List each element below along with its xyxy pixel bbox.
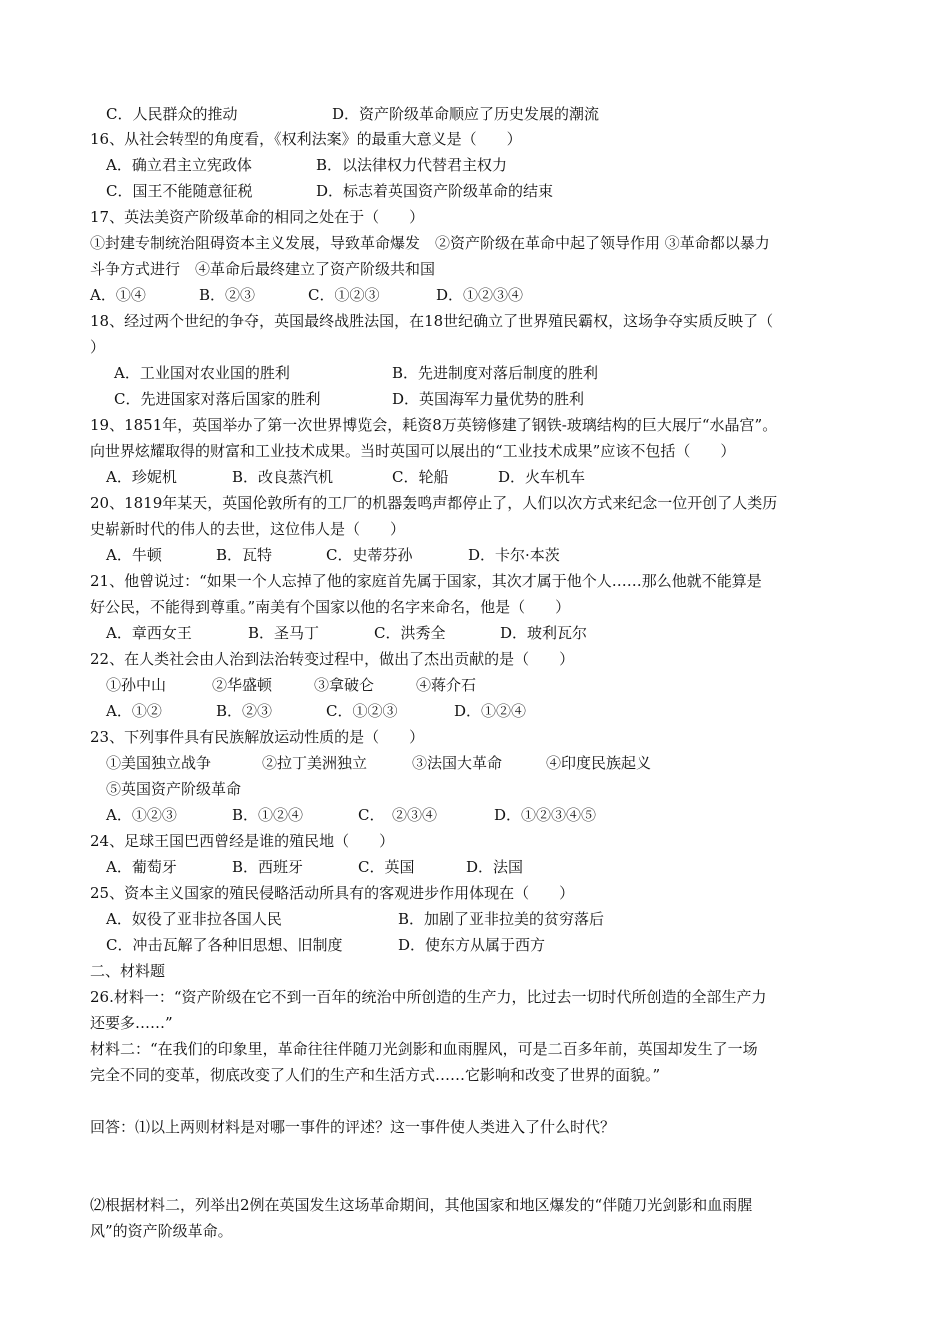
q20-option-c: C．史蒂芬孙	[326, 546, 413, 564]
q21-stem-line2: 好公民，不能得到尊重。”南美有个国家以他的名字来命名，他是（ ）	[90, 598, 571, 616]
q15-option-c: C．人民群众的推动	[106, 105, 238, 123]
q17-option-d: D．①②③④	[436, 286, 524, 304]
q22-option-a: A．①②	[106, 702, 162, 720]
q22-item-3: ③拿破仑	[314, 676, 375, 694]
q26-material1-line1: 26.材料一：“资产阶级在它不到一百年的统治中所创造的生产力，比过去一切时代所创造的全部生产力	[90, 988, 767, 1006]
q23-stem: 23、下列事件具有民族解放运动性质的是（ ）	[90, 728, 425, 746]
q18-stem-line2: ）	[90, 338, 106, 356]
q16-option-c: C．国王不能随意征税	[106, 182, 253, 200]
q21-option-b: B．圣马丁	[248, 624, 320, 642]
q23-item-4: ④印度民族起义	[546, 754, 652, 772]
q23-option-b: B．①②④	[232, 806, 304, 824]
q21-option-c: C．洪秀全	[374, 624, 446, 642]
q18-option-d: D．英国海军力量优势的胜利	[392, 390, 585, 408]
q17-option-c: C．①②③	[308, 286, 380, 304]
q17-stem: 17、英法美资产阶级革命的相同之处在于（ ）	[90, 208, 425, 226]
q25-option-c: C．冲击瓦解了各种旧思想、旧制度	[106, 936, 343, 954]
q23-option-c: C． ②③④	[358, 806, 437, 824]
q24-option-d: D．法国	[466, 858, 524, 876]
q22-option-c: C．①②③	[326, 702, 398, 720]
q22-item-4: ④蒋介石	[416, 676, 477, 694]
q26-material2-line2: 完全不同的变革，彻底改变了人们的生产和生活方式……它影响和改变了世界的面貌。”	[90, 1066, 661, 1084]
q16-option-d: D．标志着英国资产阶级革命的结束	[316, 182, 554, 200]
q23-item-2: ②拉丁美洲独立	[262, 754, 368, 772]
q23-item-1: ①美国独立战争	[106, 754, 212, 772]
q26-material2-line1: 材料二：“在我们的印象里，革命往往伴随刀光剑影和血雨腥风，可是二百多年前，英国却发生了一场	[90, 1040, 758, 1058]
section-heading: 二、材料题	[90, 962, 166, 980]
q20-option-a: A．牛顿	[106, 546, 162, 564]
q17-statement-line2: 斗争方式进行 ④革命后最终建立了资产阶级共和国	[90, 260, 436, 278]
q26-question2-line2: 风”的资产阶级革命。	[90, 1222, 233, 1240]
q19-option-a: A．珍妮机	[106, 468, 177, 486]
q23-item-3: ③法国大革命	[412, 754, 503, 772]
q17-option-b: B．②③	[199, 286, 256, 304]
q25-stem: 25、资本主义国家的殖民侵略活动所具有的客观进步作用体现在（ ）	[90, 884, 575, 902]
q21-option-a: A．章西女王	[106, 624, 192, 642]
q16-option-b: B．以法律权力代替君主权力	[316, 156, 508, 174]
q20-option-d: D．卡尔·本茨	[468, 546, 560, 564]
q15-option-d: D．资产阶级革命顺应了历史发展的潮流	[332, 105, 600, 123]
q25-option-d: D．使东方从属于西方	[398, 936, 546, 954]
q19-option-b: B．改良蒸汽机	[232, 468, 334, 486]
q22-option-d: D．①②④	[454, 702, 527, 720]
q23-option-a: A．①②③	[106, 806, 177, 824]
q26-question2-line1: ⑵根据材料二，列举出2例在英国发生这场革命期间，其他国家和地区爆发的“伴随刀光剑影和血雨腥	[90, 1196, 753, 1214]
q25-option-b: B．加剧了亚非拉美的贫穷落后	[398, 910, 605, 928]
q18-option-b: B．先进制度对落后制度的胜利	[392, 364, 599, 382]
q22-item-2: ②华盛顿	[212, 676, 273, 694]
q25-option-a: A．奴役了亚非拉各国人民	[106, 910, 282, 928]
q24-stem: 24、足球王国巴西曾经是谁的殖民地（ ）	[90, 832, 395, 850]
q16-option-a: A．确立君主立宪政体	[106, 156, 252, 174]
q19-option-d: D．火车机车	[498, 468, 586, 486]
q16-stem: 16、从社会转型的角度看，《权利法案》的最重大意义是（ ）	[90, 130, 522, 148]
q21-stem-line1: 21、他曾说过：“如果一个人忘掉了他的家庭首先属于国家，其次才属于他个人……那么他就不能算是	[90, 572, 762, 590]
q18-option-a: A．工业国对农业国的胜利	[114, 364, 290, 382]
q18-stem-line1: 18、经过两个世纪的争夺，英国最终战胜法国，在18世纪确立了世界殖民霸权，这场争夺实质反映了（	[90, 312, 774, 330]
q24-option-c: C．英国	[358, 858, 415, 876]
q22-option-b: B．②③	[216, 702, 273, 720]
q22-stem: 22、在人类社会由人治到法治转变过程中，做出了杰出贡献的是（ ）	[90, 650, 575, 668]
q20-stem-line2: 史崭新时代的伟人的去世，这位伟人是（ ）	[90, 520, 406, 538]
q19-stem-line1: 19、1851年，英国举办了第一次世界博览会，耗资8万英镑修建了钢铁-玻璃结构的巨大展厅“水晶宫”。	[90, 416, 778, 434]
q22-item-1: ①孙中山	[106, 676, 167, 694]
q19-option-c: C．轮船	[392, 468, 449, 486]
q24-option-a: A．葡萄牙	[106, 858, 177, 876]
q26-question1: 回答：⑴以上两则材料是对哪一事件的评述？这一事件使人类进入了什么时代？	[90, 1118, 616, 1136]
q17-option-a: A．①④	[90, 286, 146, 304]
q24-option-b: B．西班牙	[232, 858, 304, 876]
q20-option-b: B．瓦特	[216, 546, 273, 564]
q18-option-c: C．先进国家对落后国家的胜利	[114, 390, 321, 408]
q23-option-d: D．①②③④⑤	[494, 806, 597, 824]
q17-statement-line1: ①封建专制统治阻碍资本主义发展，导致革命爆发 ②资产阶级在革命中起了领导作用 ③革命都以暴力	[90, 234, 770, 252]
q26-material1-line2: 还要多……”	[90, 1014, 173, 1032]
q21-option-d: D．玻利瓦尔	[500, 624, 588, 642]
q20-stem-line1: 20、1819年某天，英国伦敦所有的工厂的机器轰鸣声都停止了，人们以次方式来纪念一位开创了人类历	[90, 494, 778, 512]
q19-stem-line2: 向世界炫耀取得的财富和工业技术成果。当时英国可以展出的“工业技术成果”应该不包括（ ）	[90, 442, 736, 460]
q23-item-5: ⑤英国资产阶级革命	[106, 780, 242, 798]
